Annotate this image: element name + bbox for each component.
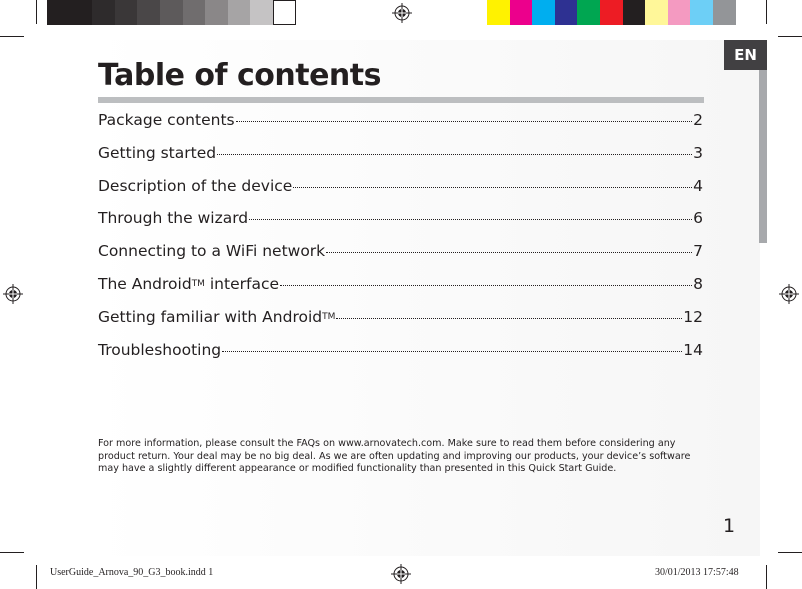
toc-entry-page: 14 xyxy=(683,341,703,359)
trademark-mark: TM xyxy=(191,279,205,289)
toc-entry-label: Connecting to a WiFi network xyxy=(98,242,326,260)
color-swatch xyxy=(92,0,115,25)
color-swatch xyxy=(183,0,206,25)
dot-leader xyxy=(249,219,692,220)
registration-target-icon xyxy=(391,564,411,584)
crop-mark xyxy=(766,565,767,589)
color-swatch xyxy=(160,0,183,25)
toc-entry-page: 7 xyxy=(693,242,703,260)
toc-entry[interactable] xyxy=(98,275,703,297)
dot-leader xyxy=(326,252,692,253)
toc-entry-page: 6 xyxy=(693,209,703,227)
slug-timestamp: 30/01/2013 17:57:48 xyxy=(655,567,739,578)
crop-mark xyxy=(0,552,24,553)
toc-entry[interactable] xyxy=(98,144,703,166)
trademark-mark: TM xyxy=(322,312,336,322)
crop-mark xyxy=(0,36,24,37)
color-swatch xyxy=(487,0,510,25)
toc-entry-label: Troubleshooting xyxy=(98,341,222,359)
toc-entry-label: Package contents xyxy=(98,111,235,129)
toc-entry-page: 12 xyxy=(683,308,703,326)
toc-entry-page: 4 xyxy=(693,177,703,195)
registration-target-icon xyxy=(779,284,799,304)
registration-target-icon xyxy=(3,284,23,304)
process-color-bar xyxy=(487,0,736,26)
color-swatch xyxy=(532,0,555,25)
dot-leader xyxy=(222,351,682,352)
toc-entry[interactable] xyxy=(98,111,703,133)
color-swatch xyxy=(137,0,160,25)
color-swatch xyxy=(205,0,228,25)
dot-leader xyxy=(217,154,692,155)
color-swatch xyxy=(47,0,70,25)
crop-mark xyxy=(766,0,767,24)
color-swatch xyxy=(645,0,668,25)
color-swatch xyxy=(115,0,138,25)
toc-entry-page: 2 xyxy=(693,111,703,129)
toc-entry-label: Through the wizard xyxy=(98,209,249,227)
color-swatch xyxy=(250,0,273,25)
toc-entry-page: 3 xyxy=(693,144,703,162)
page-number: 1 xyxy=(723,515,736,537)
side-accent-strip xyxy=(759,40,767,243)
toc-entry[interactable] xyxy=(98,177,703,199)
color-swatch xyxy=(623,0,646,25)
crop-mark xyxy=(778,36,802,37)
dot-leader xyxy=(236,121,693,122)
color-swatch xyxy=(228,0,251,25)
toc-entry-label: The AndroidTM interface xyxy=(98,275,280,293)
color-swatch xyxy=(510,0,533,25)
footer-note: For more information, please consult the FAQs on www.arnovatech.com. Make sure to read them before considering any product return. Your deal may be no big deal. As we are often updating and improving our products, your device’s software may have a slightly different appearance or modified functionality than presented in this Quick Start Guide. xyxy=(98,438,691,474)
crop-mark xyxy=(36,565,37,589)
toc-entry-label: Getting familiar with AndroidTM xyxy=(98,308,336,326)
language-tab: EN xyxy=(724,40,767,70)
dot-leader xyxy=(280,285,692,286)
color-swatch xyxy=(713,0,736,25)
dot-leader xyxy=(336,318,682,319)
toc-entry[interactable] xyxy=(98,209,703,231)
page-title: Table of contents xyxy=(98,58,381,93)
toc-entry[interactable] xyxy=(98,308,703,330)
color-swatch xyxy=(273,0,296,25)
toc-entry-label: Description of the device xyxy=(98,177,293,195)
registration-target-icon xyxy=(392,3,412,23)
toc-entry-label: Getting started xyxy=(98,144,217,162)
slug-filename: UserGuide_Arnova_90_G3_book.indd 1 xyxy=(50,567,214,578)
crop-mark xyxy=(778,552,802,553)
color-swatch xyxy=(690,0,713,25)
color-swatch xyxy=(70,0,93,25)
title-underline xyxy=(98,97,704,103)
color-swatch xyxy=(577,0,600,25)
dot-leader xyxy=(293,187,692,188)
toc-entry[interactable] xyxy=(98,341,703,363)
toc-entry[interactable] xyxy=(98,242,703,264)
color-swatch xyxy=(555,0,578,25)
color-swatch xyxy=(668,0,691,25)
grayscale-color-bar xyxy=(47,0,296,26)
color-swatch xyxy=(600,0,623,25)
crop-mark xyxy=(36,0,37,24)
toc-entry-page: 8 xyxy=(693,275,703,293)
